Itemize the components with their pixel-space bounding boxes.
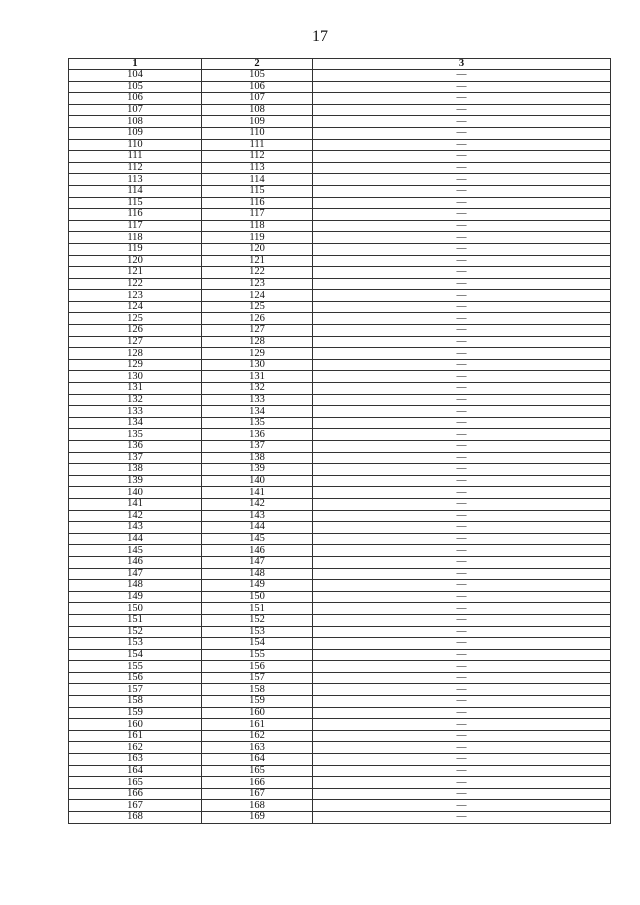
- table-cell-col-1: 154: [69, 649, 202, 661]
- table-cell-col-3: —: [313, 800, 611, 812]
- table-cell-col-1: 108: [69, 116, 202, 128]
- table-cell-col-1: 159: [69, 707, 202, 719]
- table-cell-col-2: 132: [202, 383, 313, 395]
- table-cell-col-3: —: [313, 464, 611, 476]
- table-cell-col-2: 110: [202, 127, 313, 139]
- table-cell-col-3: —: [313, 151, 611, 163]
- table-cell-col-3: —: [313, 754, 611, 766]
- page-number: 17: [312, 28, 328, 45]
- table-cell-col-3: —: [313, 209, 611, 221]
- table-cell-col-2: 150: [202, 591, 313, 603]
- table-cell-col-2: 111: [202, 139, 313, 151]
- table-cell-col-1: 122: [69, 278, 202, 290]
- table-cell-col-3: —: [313, 127, 611, 139]
- table-cell-col-2: 143: [202, 510, 313, 522]
- table-cell-col-3: —: [313, 696, 611, 708]
- table-cell-col-3: —: [313, 406, 611, 418]
- table-cell-col-1: 142: [69, 510, 202, 522]
- table-cell-col-2: 108: [202, 104, 313, 116]
- table-cell-col-2: 106: [202, 81, 313, 93]
- table-header-row: [69, 59, 611, 70]
- table-cell-col-1: 136: [69, 441, 202, 453]
- table-cell-col-2: 154: [202, 638, 313, 650]
- table-cell-col-2: 151: [202, 603, 313, 615]
- table-cell-col-2: 107: [202, 93, 313, 105]
- table-row: [69, 185, 611, 197]
- table-cell-col-1: 151: [69, 614, 202, 626]
- table-cell-col-1: 148: [69, 580, 202, 592]
- table-cell-col-3: —: [313, 441, 611, 453]
- table-cell-col-1: 133: [69, 406, 202, 418]
- table-cell-col-2: 134: [202, 406, 313, 418]
- table-row: [69, 591, 611, 603]
- table-cell-col-1: 150: [69, 603, 202, 615]
- table-cell-col-2: 148: [202, 568, 313, 580]
- table-cell-col-3: —: [313, 70, 611, 82]
- table-cell-col-2: 138: [202, 452, 313, 464]
- table-cell-col-2: 141: [202, 487, 313, 499]
- table-cell-col-2: 119: [202, 232, 313, 244]
- table-cell-col-2: 126: [202, 313, 313, 325]
- table-cell-col-3: —: [313, 394, 611, 406]
- table-row: [69, 754, 611, 766]
- table-cell-col-2: 163: [202, 742, 313, 754]
- table-cell-col-2: 109: [202, 116, 313, 128]
- table-cell-col-3: —: [313, 93, 611, 105]
- table-row: [69, 290, 611, 302]
- table-cell-col-1: 153: [69, 638, 202, 650]
- table-cell-col-3: —: [313, 742, 611, 754]
- table-row: [69, 220, 611, 232]
- table-row: [69, 348, 611, 360]
- table-row: [69, 556, 611, 568]
- table-row: [69, 533, 611, 545]
- table-cell-col-1: 106: [69, 93, 202, 105]
- table-row: [69, 545, 611, 557]
- table-row: [69, 139, 611, 151]
- table-cell-col-1: 166: [69, 788, 202, 800]
- table-cell-col-3: —: [313, 475, 611, 487]
- table-cell-col-2: 158: [202, 684, 313, 696]
- table-cell-col-3: —: [313, 707, 611, 719]
- table-cell-col-1: 132: [69, 394, 202, 406]
- table-cell-col-3: —: [313, 348, 611, 360]
- table-cell-col-1: 107: [69, 104, 202, 116]
- table-cell-col-1: 118: [69, 232, 202, 244]
- table-row: [69, 197, 611, 209]
- table-cell-col-2: 166: [202, 777, 313, 789]
- table-cell-col-2: 116: [202, 197, 313, 209]
- table-cell-col-2: 122: [202, 267, 313, 279]
- table-cell-col-3: —: [313, 545, 611, 557]
- table-row: [69, 267, 611, 279]
- table-row: [69, 730, 611, 742]
- table-row: [69, 429, 611, 441]
- table-cell-col-1: 124: [69, 301, 202, 313]
- table-cell-col-2: 136: [202, 429, 313, 441]
- table-cell-col-3: —: [313, 580, 611, 592]
- table-row: [69, 116, 611, 128]
- table-cell-col-1: 164: [69, 765, 202, 777]
- table-cell-col-2: 167: [202, 788, 313, 800]
- table-row: [69, 301, 611, 313]
- table-cell-col-2: 133: [202, 394, 313, 406]
- table-cell-col-2: 160: [202, 707, 313, 719]
- table-cell-col-1: 128: [69, 348, 202, 360]
- table-cell-col-3: —: [313, 719, 611, 731]
- table-row: [69, 603, 611, 615]
- table-cell-col-1: 113: [69, 174, 202, 186]
- table-row: [69, 638, 611, 650]
- table-row: [69, 498, 611, 510]
- table-cell-col-3: —: [313, 603, 611, 615]
- table-row: [69, 452, 611, 464]
- table-row: [69, 800, 611, 812]
- table-cell-col-1: 168: [69, 812, 202, 824]
- table-row: [69, 93, 611, 105]
- table-cell-col-2: 114: [202, 174, 313, 186]
- table-row: [69, 81, 611, 93]
- table-row: [69, 441, 611, 453]
- table-cell-col-1: 130: [69, 371, 202, 383]
- table-cell-col-1: 116: [69, 209, 202, 221]
- table-row: [69, 174, 611, 186]
- table-row: [69, 568, 611, 580]
- table-row: [69, 487, 611, 499]
- data-table: [68, 58, 611, 824]
- table-cell-col-1: 157: [69, 684, 202, 696]
- table-row: [69, 336, 611, 348]
- table-cell-col-2: 124: [202, 290, 313, 302]
- table-row: [69, 742, 611, 754]
- table-cell-col-1: 115: [69, 197, 202, 209]
- table-cell-col-1: 126: [69, 325, 202, 337]
- table-row: [69, 243, 611, 255]
- table-cell-col-1: 141: [69, 498, 202, 510]
- table-cell-col-2: 137: [202, 441, 313, 453]
- table-cell-col-2: 117: [202, 209, 313, 221]
- table-cell-col-2: 105: [202, 70, 313, 82]
- table-cell-col-1: 117: [69, 220, 202, 232]
- table-row: [69, 313, 611, 325]
- table-cell-col-3: —: [313, 730, 611, 742]
- table-cell-col-1: 165: [69, 777, 202, 789]
- table-cell-col-3: —: [313, 487, 611, 499]
- table-cell-col-1: 160: [69, 719, 202, 731]
- table-cell-col-2: 157: [202, 672, 313, 684]
- table-row: [69, 70, 611, 82]
- table-cell-col-3: —: [313, 278, 611, 290]
- table-cell-col-3: —: [313, 510, 611, 522]
- table-cell-col-3: —: [313, 765, 611, 777]
- table-row: [69, 278, 611, 290]
- table-cell-col-3: —: [313, 197, 611, 209]
- table-cell-col-3: —: [313, 812, 611, 824]
- table-cell-col-3: —: [313, 684, 611, 696]
- table-cell-col-3: —: [313, 522, 611, 534]
- table-cell-col-2: 120: [202, 243, 313, 255]
- table-cell-col-2: 159: [202, 696, 313, 708]
- table-cell-col-1: 137: [69, 452, 202, 464]
- table-cell-col-3: —: [313, 359, 611, 371]
- table-cell-col-2: 144: [202, 522, 313, 534]
- table-cell-col-1: 156: [69, 672, 202, 684]
- table-cell-col-3: —: [313, 185, 611, 197]
- table-row: [69, 394, 611, 406]
- table-cell-col-3: —: [313, 336, 611, 348]
- table-cell-col-3: —: [313, 383, 611, 395]
- table-cell-col-2: 127: [202, 325, 313, 337]
- table-cell-col-3: —: [313, 429, 611, 441]
- table-cell-col-1: 105: [69, 81, 202, 93]
- table-body: [69, 70, 611, 824]
- table-cell-col-3: —: [313, 626, 611, 638]
- table-cell-col-1: 121: [69, 267, 202, 279]
- table-cell-col-3: —: [313, 498, 611, 510]
- table-cell-col-3: —: [313, 556, 611, 568]
- table-cell-col-1: 134: [69, 417, 202, 429]
- table-cell-col-2: 131: [202, 371, 313, 383]
- table-cell-col-1: 149: [69, 591, 202, 603]
- table-row: [69, 406, 611, 418]
- table-cell-col-3: —: [313, 290, 611, 302]
- table-row: [69, 151, 611, 163]
- table-cell-col-3: —: [313, 301, 611, 313]
- table-cell-col-3: —: [313, 174, 611, 186]
- table-row: [69, 371, 611, 383]
- table-cell-col-3: —: [313, 777, 611, 789]
- table-cell-col-3: —: [313, 672, 611, 684]
- table-cell-col-3: —: [313, 313, 611, 325]
- table-cell-col-1: 135: [69, 429, 202, 441]
- table-cell-col-3: —: [313, 661, 611, 673]
- table-row: [69, 104, 611, 116]
- table-cell-col-2: 140: [202, 475, 313, 487]
- table-cell-col-2: 153: [202, 626, 313, 638]
- table-cell-col-3: —: [313, 325, 611, 337]
- table-row: [69, 661, 611, 673]
- table-cell-col-1: 129: [69, 359, 202, 371]
- table-cell-col-2: 155: [202, 649, 313, 661]
- table-row: [69, 765, 611, 777]
- table-cell-col-1: 109: [69, 127, 202, 139]
- table-cell-col-2: 115: [202, 185, 313, 197]
- table-cell-col-2: 112: [202, 151, 313, 163]
- column-header-2: 2: [202, 59, 313, 70]
- table-row: [69, 719, 611, 731]
- table-cell-col-1: 127: [69, 336, 202, 348]
- table-cell-col-1: 112: [69, 162, 202, 174]
- table-cell-col-3: —: [313, 568, 611, 580]
- table-row: [69, 672, 611, 684]
- table-cell-col-3: —: [313, 104, 611, 116]
- table-row: [69, 510, 611, 522]
- table-cell-col-2: 118: [202, 220, 313, 232]
- table-cell-col-2: 113: [202, 162, 313, 174]
- table-cell-col-2: 123: [202, 278, 313, 290]
- table-cell-col-3: —: [313, 81, 611, 93]
- table-cell-col-3: —: [313, 267, 611, 279]
- table-row: [69, 707, 611, 719]
- table-cell-col-1: 163: [69, 754, 202, 766]
- table-row: [69, 812, 611, 824]
- table-cell-col-2: 130: [202, 359, 313, 371]
- table-row: [69, 417, 611, 429]
- table-cell-col-1: 147: [69, 568, 202, 580]
- table-cell-col-2: 139: [202, 464, 313, 476]
- column-header-3: 3: [313, 59, 611, 70]
- table-cell-col-3: —: [313, 255, 611, 267]
- table-cell-col-2: 165: [202, 765, 313, 777]
- table-cell-col-2: 156: [202, 661, 313, 673]
- table-cell-col-3: —: [313, 533, 611, 545]
- table-cell-col-3: —: [313, 371, 611, 383]
- table-cell-col-1: 161: [69, 730, 202, 742]
- table-cell-col-1: 123: [69, 290, 202, 302]
- table-cell-col-3: —: [313, 162, 611, 174]
- table-cell-col-1: 120: [69, 255, 202, 267]
- table-row: [69, 255, 611, 267]
- table-row: [69, 684, 611, 696]
- table-cell-col-1: 140: [69, 487, 202, 499]
- table-cell-col-2: 146: [202, 545, 313, 557]
- table-row: [69, 359, 611, 371]
- table-row: [69, 232, 611, 244]
- table-cell-col-1: 162: [69, 742, 202, 754]
- table-cell-col-3: —: [313, 116, 611, 128]
- table-row: [69, 580, 611, 592]
- table-cell-col-3: —: [313, 452, 611, 464]
- table-cell-col-2: 147: [202, 556, 313, 568]
- table-cell-col-3: —: [313, 232, 611, 244]
- table-cell-col-1: 158: [69, 696, 202, 708]
- table-cell-col-3: —: [313, 614, 611, 626]
- table-cell-col-1: 155: [69, 661, 202, 673]
- table-cell-col-1: 119: [69, 243, 202, 255]
- table-row: [69, 464, 611, 476]
- table-cell-col-2: 128: [202, 336, 313, 348]
- table-cell-col-2: 164: [202, 754, 313, 766]
- table-cell-col-1: 131: [69, 383, 202, 395]
- table-cell-col-2: 145: [202, 533, 313, 545]
- table-row: [69, 162, 611, 174]
- table-cell-col-2: 142: [202, 498, 313, 510]
- table-row: [69, 626, 611, 638]
- table-cell-col-2: 135: [202, 417, 313, 429]
- table-cell-col-3: —: [313, 788, 611, 800]
- table-row: [69, 788, 611, 800]
- table-cell-col-1: 145: [69, 545, 202, 557]
- table-row: [69, 649, 611, 661]
- table-cell-col-1: 114: [69, 185, 202, 197]
- table-cell-col-1: 146: [69, 556, 202, 568]
- table-row: [69, 696, 611, 708]
- table-cell-col-2: 149: [202, 580, 313, 592]
- table-cell-col-2: 169: [202, 812, 313, 824]
- table-cell-col-3: —: [313, 591, 611, 603]
- table-cell-col-3: —: [313, 649, 611, 661]
- table-cell-col-1: 138: [69, 464, 202, 476]
- table-cell-col-1: 111: [69, 151, 202, 163]
- column-header-1: 1: [69, 59, 202, 70]
- table-cell-col-1: 125: [69, 313, 202, 325]
- table-cell-col-3: —: [313, 417, 611, 429]
- table-cell-col-1: 152: [69, 626, 202, 638]
- table-row: [69, 209, 611, 221]
- table-row: [69, 127, 611, 139]
- table-row: [69, 522, 611, 534]
- table-row: [69, 777, 611, 789]
- table-cell-col-1: 167: [69, 800, 202, 812]
- table-cell-col-2: 161: [202, 719, 313, 731]
- table-row: [69, 383, 611, 395]
- table-cell-col-2: 162: [202, 730, 313, 742]
- table-cell-col-2: 125: [202, 301, 313, 313]
- table-cell-col-1: 143: [69, 522, 202, 534]
- table-cell-col-2: 168: [202, 800, 313, 812]
- table-cell-col-1: 139: [69, 475, 202, 487]
- table-cell-col-3: —: [313, 243, 611, 255]
- table-row: [69, 475, 611, 487]
- table-cell-col-1: 104: [69, 70, 202, 82]
- table-row: [69, 614, 611, 626]
- table-cell-col-3: —: [313, 220, 611, 232]
- table-cell-col-3: —: [313, 139, 611, 151]
- table-cell-col-1: 144: [69, 533, 202, 545]
- table-cell-col-1: 110: [69, 139, 202, 151]
- table-cell-col-2: 152: [202, 614, 313, 626]
- table-row: [69, 325, 611, 337]
- table-cell-col-3: —: [313, 638, 611, 650]
- table-cell-col-2: 129: [202, 348, 313, 360]
- table-cell-col-2: 121: [202, 255, 313, 267]
